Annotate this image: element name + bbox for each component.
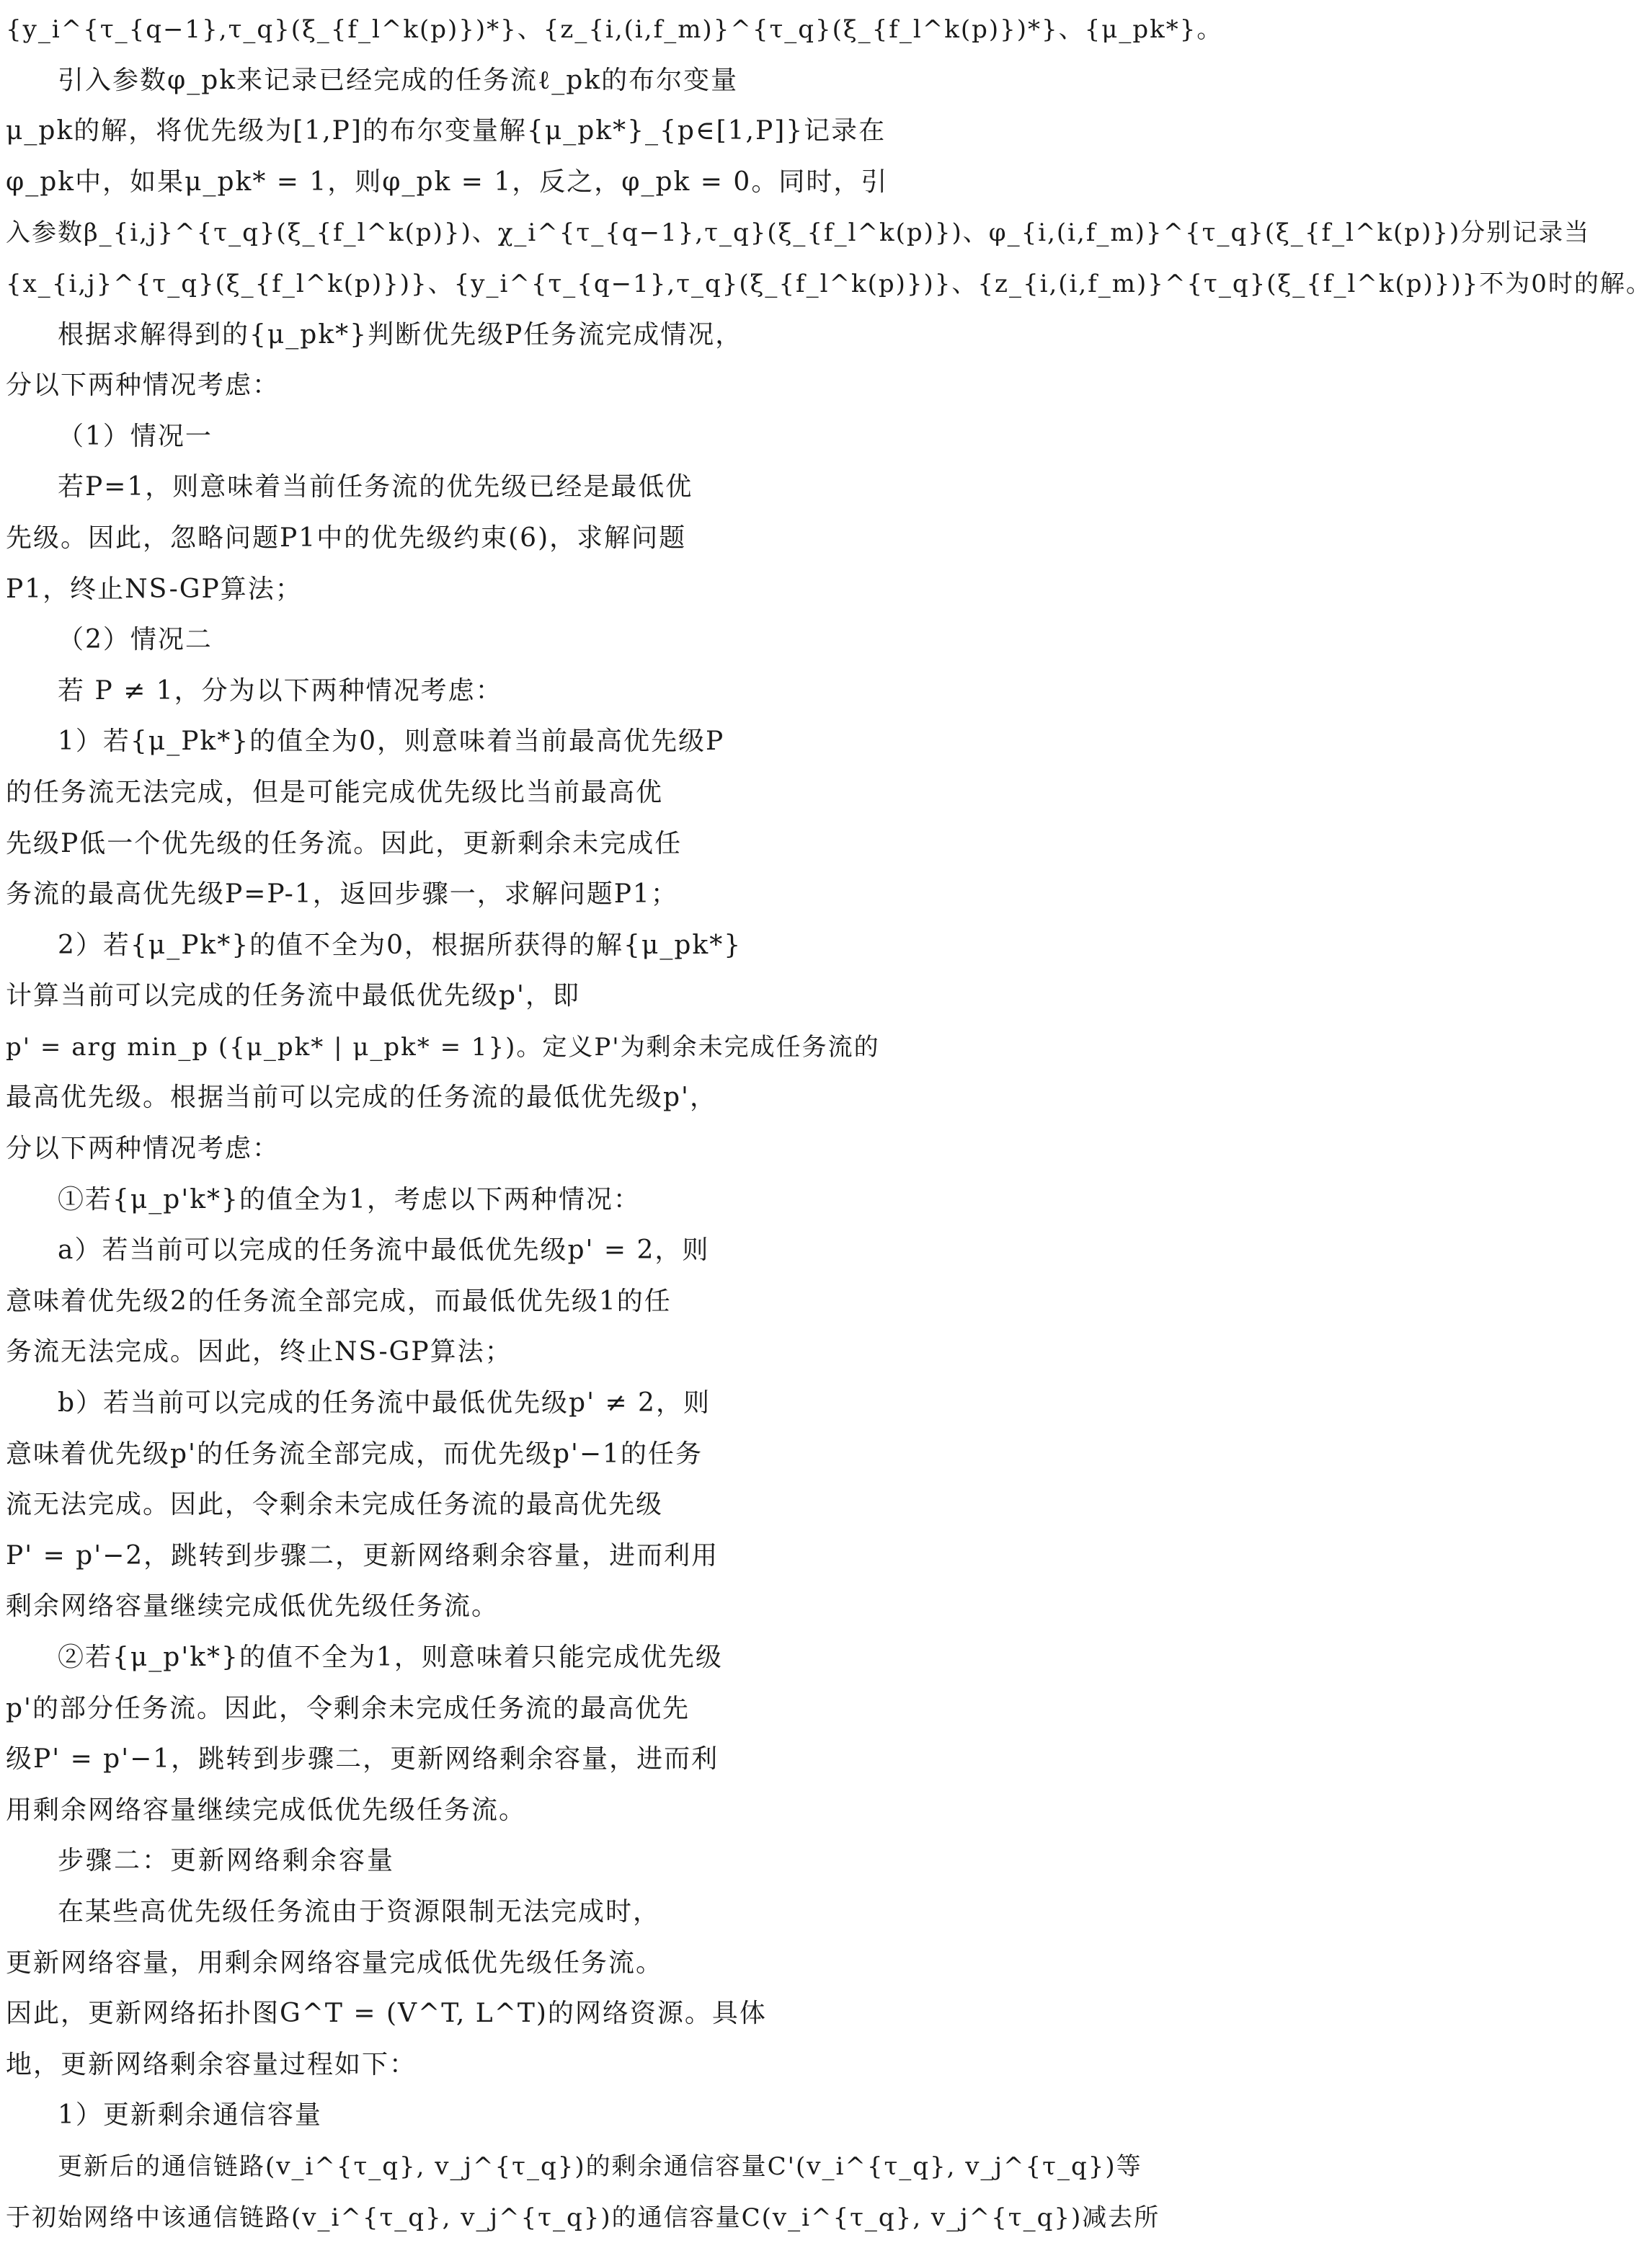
text-line: 意味着优先级p'的任务流全部完成，而优先级p'−1的任务 [6,1439,703,1469]
text-line: 级P' = p'−1，跳转到步骤二，更新网络剩余容量，进而利 [6,1744,719,1775]
text-line: 意味着优先级2的任务流全部完成，而最低优先级1的任 [6,1286,672,1316]
text-line: 入参数β_{i,j}^{τ_q}(ξ_{f_l^k(p)})、χ_i^{τ_{q−1},τ_q}(ξ_{f_l^k(p)})、φ_{i,(i,f_m)}^{τ_q}(ξ_{f_l^k(p)})分别记录当 [6,218,1591,248]
text-line: P' = p'−2，跳转到步骤二，更新网络剩余容量，进而利用 [6,1540,719,1571]
text-line: （1）情况一 [58,421,213,451]
text-line: {y_i^{τ_{q−1},τ_q}(ξ_{f_l^k(p)})*}、{z_{i,(i,f_m)}^{τ_q}(ξ_{f_l^k(p)})*}、{μ_pk*}。 [6,15,1223,44]
text-line: ②若{μ_p'k*}的值不全为1，则意味着只能完成优先级 [58,1643,723,1672]
text-line: p'的部分任务流。因此，令剩余未完成任务流的最高优先 [6,1693,690,1723]
text-line: 2）若{μ_Pk*}的值不全为0，根据所获得的解{μ_pk*} [58,930,742,960]
text-line: a）若当前可以完成的任务流中最低优先级p' = 2，则 [58,1235,710,1266]
text-line: 步骤二：更新网络剩余容量 [58,1846,396,1876]
text-line: b）若当前可以完成的任务流中最低优先级p' ≠ 2，则 [58,1388,711,1418]
text-line: 更新网络容量，用剩余网络容量完成低优先级任务流。 [6,1947,664,1978]
text-line: （2）情况二 [58,625,213,655]
text-line: 的任务流无法完成，但是可能完成优先级比当前最高优 [6,777,664,807]
text-line: 于初始网络中该通信链路(v_i^{τ_q}, v_j^{τ_q})的通信容量C(v_i^{τ_q}, v_j^{τ_q})减去所 [6,2203,1160,2232]
text-line: 剩余网络容量继续完成低优先级任务流。 [6,1591,499,1622]
text-line: 计算当前可以完成的任务流中最低优先级p'，即 [6,981,580,1011]
text-line: μ_pk的解，将优先级为[1,P]的布尔变量解{μ_pk*}_{p∈[1,P]}记录在 [6,116,887,146]
text-line: 先级P低一个优先级的任务流。因此，更新剩余未完成任 [6,828,683,858]
text-line: 先级。因此，忽略问题P1中的优先级约束(6)，求解问题 [6,523,687,553]
text-line: φ_pk中，如果μ_pk* = 1，则φ_pk = 1，反之，φ_pk = 0。同时，引 [6,166,889,197]
text-line: P1，终止NS-GP算法； [6,574,303,604]
text-line: 务流的最高优先级P=P-1，返回步骤一，求解问题P1； [6,879,678,910]
text-line: 用剩余网络容量继续完成低优先级任务流。 [6,1795,527,1825]
text-line: p' = arg min_p ({μ_pk* | μ_pk* = 1})。定义P'为剩余未完成任务流的 [6,1032,880,1062]
text-line: 分以下两种情况考虑： [6,370,280,401]
text-line: 根据求解得到的{μ_pk*}判断优先级P任务流完成情况， [58,319,743,350]
text-line: 务流无法完成。因此，终止NS-GP算法； [6,1337,512,1367]
text-line: 流无法完成。因此，令剩余未完成任务流的最高优先级 [6,1490,664,1520]
text-line: 引入参数φ_pk来记录已经完成的任务流ℓ_pk的布尔变量 [58,65,739,95]
text-line: ①若{μ_p'k*}的值全为1，考虑以下两种情况： [58,1184,641,1214]
text-line: 1）更新剩余通信容量 [58,2100,322,2131]
text-line: 1）若{μ_Pk*}的值全为0，则意味着当前最高优先级P [58,727,725,757]
text-line: 因此，更新网络拓扑图G^T = (V^T, L^T)的网络资源。具体 [6,1999,767,2029]
text-line: 在某些高优先级任务流由于资源限制无法完成时， [58,1896,661,1927]
text-line: 若P=1，则意味着当前任务流的优先级已经是最低优 [58,472,693,502]
text-line: 更新后的通信链路(v_i^{τ_q}, v_j^{τ_q})的剩余通信容量C'(v_i^{τ_q}, v_j^{τ_q})等 [58,2151,1142,2181]
text-line: {x_{i,j}^{τ_q}(ξ_{f_l^k(p)})}、{y_i^{τ_{q−1},τ_q}(ξ_{f_l^k(p)})}、{z_{i,(i,f_m)}^{τ_q}(ξ_{f_l^k(p)})}不为0时的解。 [6,269,1652,298]
text-line: 分以下两种情况考虑： [6,1134,280,1164]
text-line: 地，更新网络剩余容量过程如下： [6,2049,417,2079]
text-line: 最高优先级。根据当前可以完成的任务流的最低优先级p'， [6,1083,717,1113]
text-line: 若 P ≠ 1，分为以下两种情况考虑： [58,675,503,706]
